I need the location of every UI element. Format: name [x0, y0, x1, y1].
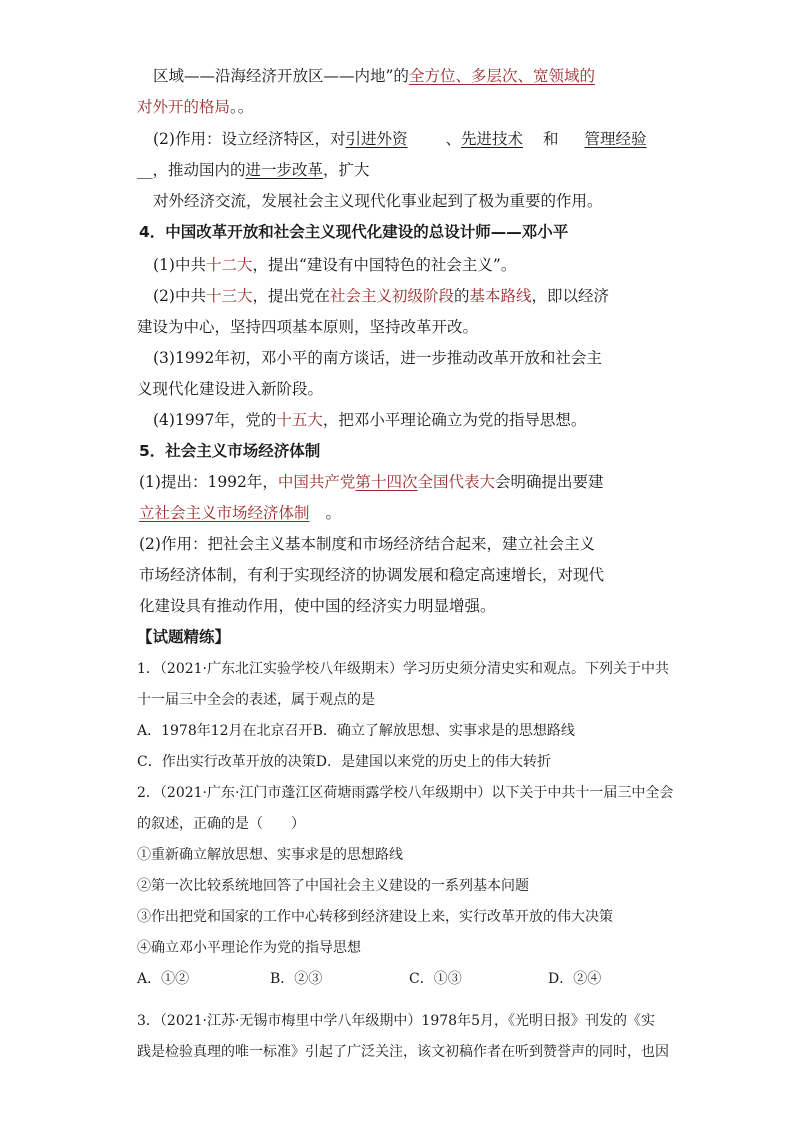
- key-phrase: 基本路线: [469, 287, 532, 305]
- section5-heading: 5．社会主义市场经济体制: [139, 442, 321, 460]
- s5-p2-cont1: 市场经济体制，有利于实现经济的协调发展和稳定高速增长，对现代: [139, 566, 605, 584]
- text: (1)提出：1992年，: [139, 473, 278, 491]
- q2-item3: ③作出把党和国家的工作中心转移到经济建设上来，实行改革开放的伟大决策: [137, 909, 613, 925]
- text: 。: [325, 504, 342, 522]
- s5-p2-cont2: 化建设具有推动作用，使中国的经济实力明显增强。: [139, 597, 496, 615]
- text: 区域——沿海经济开放区——内地”的: [153, 67, 409, 85]
- s4-p2-cont: 建设为中心，坚持四项基本原则，坚持改革开改。: [137, 318, 479, 336]
- s4-p1: [153, 255, 516, 275]
- key-phrase: 大: [479, 473, 495, 491]
- key-phrase: 全方位、多层次、宽领域的: [408, 67, 595, 85]
- q1-stem-line1: 1．（2021·广东北江实验学校八年级期末）学习历史须分清史实和观点。下列关于中共: [137, 661, 669, 677]
- s5-p2: (2)作用：把社会主义基本制度和市场经济结合起来，建立社会主义: [139, 535, 595, 553]
- text: (1)中共: [153, 256, 206, 274]
- key-phrase: 对外开的格局: [137, 98, 231, 116]
- key-phrase: 全国代表: [417, 473, 480, 491]
- option-b: B．确立了解放思想、实事求是的思想路线: [312, 723, 575, 739]
- text: ，提出党在: [252, 287, 330, 305]
- blank-answer: 进一步改革: [245, 161, 324, 179]
- q1-options-row1: [137, 721, 575, 741]
- key-phrase: 十二大: [205, 256, 253, 274]
- q2-option-a: A．①②: [137, 971, 190, 987]
- text: ，推动国内的: [152, 161, 246, 179]
- text: 和: [543, 130, 559, 148]
- text: (4)1997年，党的: [153, 411, 277, 429]
- q3-stem-line2: 践是检验真理的唯一标准》引起了广泛关注，该文初稿作者在听到赞誉声的同时，也因: [137, 1044, 669, 1060]
- key-phrase: 中国共产党: [277, 473, 356, 491]
- key-phrase: 立: [139, 504, 155, 522]
- s3-line3: [153, 129, 647, 149]
- text: ，即以经济: [531, 287, 610, 305]
- key-phrase: 十四次: [370, 473, 418, 491]
- q2-stem-line2: 的叙述，正确的是（ ）: [137, 816, 305, 832]
- blank-answer: 管理经验: [584, 130, 647, 148]
- s4-p4: [153, 410, 586, 430]
- section4-heading: 4．中国改革开放和社会主义现代化建设的总设计师——邓小平: [139, 223, 569, 241]
- blank-answer: 引进外资: [345, 130, 408, 148]
- option-c: C．作出实行改革开放的决策: [137, 754, 316, 770]
- s4-p2: [153, 286, 609, 306]
- text: (2)中共: [153, 287, 206, 305]
- s3-line1: [153, 66, 595, 86]
- option-a: A．1978年12月在北京召开: [137, 723, 313, 739]
- exercise-heading: 【试题精练】: [137, 628, 231, 646]
- s3-line4: [137, 160, 370, 180]
- blank-answer: 先进技术: [461, 130, 524, 148]
- q2-stem-line1: 2．（2021·广东·江门市蓬江区荷塘雨露学校八年级期中）以下关于中共十一届三中全会: [137, 785, 674, 801]
- text: 、: [445, 130, 461, 148]
- s3-line2: [137, 97, 253, 117]
- key-phrase: 第: [355, 473, 371, 491]
- q2-item1: ①重新确立解放思想、实事求是的思想路线: [137, 847, 403, 863]
- text: 会明确提出要建: [494, 473, 604, 491]
- q2-item4: ④确立邓小平理论作为党的指导思想: [137, 940, 361, 956]
- s5-p1-cont: [139, 503, 341, 523]
- s4-p3: (3)1992年初，邓小平的南方谈话，进一步推动改革开放和社会主: [153, 349, 602, 367]
- q1-stem-line2: 十一届三中全会的表述，属于观点的是: [137, 692, 375, 708]
- q3-stem-line1: 3．（2021·江苏·无锡市梅里中学八年级期中）1978年5月，《光明日报》刊发的《实: [137, 1013, 655, 1029]
- q2-option-c: C．①③: [409, 971, 462, 987]
- option-d: D．是建国以来党的历史上的伟大转折: [315, 754, 551, 770]
- key-phrase: 十三大: [205, 287, 253, 305]
- s3-line5: 对外经济交流，发展社会主义现代化事业起到了极为重要的作用。: [153, 192, 603, 210]
- q2-item2: ②第一次比较系统地回答了中国社会主义建设的一系列基本问题: [137, 878, 529, 894]
- text: 的: [454, 287, 470, 305]
- text: ，扩大: [323, 161, 370, 179]
- s5-p1: [139, 472, 604, 492]
- s4-p3-cont: 义现代化建设进入新阶段。: [137, 380, 324, 398]
- text: ，提出“建设有中国特色的社会主义”。: [252, 256, 517, 274]
- key-phrase: 十五大: [276, 411, 323, 429]
- text: ，把邓小平理论确立为党的指导思想。: [322, 411, 587, 429]
- key-phrase: 社会主义初级阶段: [330, 287, 455, 305]
- text: __: [137, 161, 153, 179]
- q1-options-row2: [137, 752, 551, 772]
- key-phrase: 社会主义市场经济体制: [154, 504, 310, 522]
- q2-option-b: B．②③: [270, 971, 323, 987]
- q2-option-d: D．②④: [548, 971, 602, 987]
- text: 。。: [230, 98, 254, 116]
- text: (2)作用：设立经济特区，对: [153, 130, 346, 148]
